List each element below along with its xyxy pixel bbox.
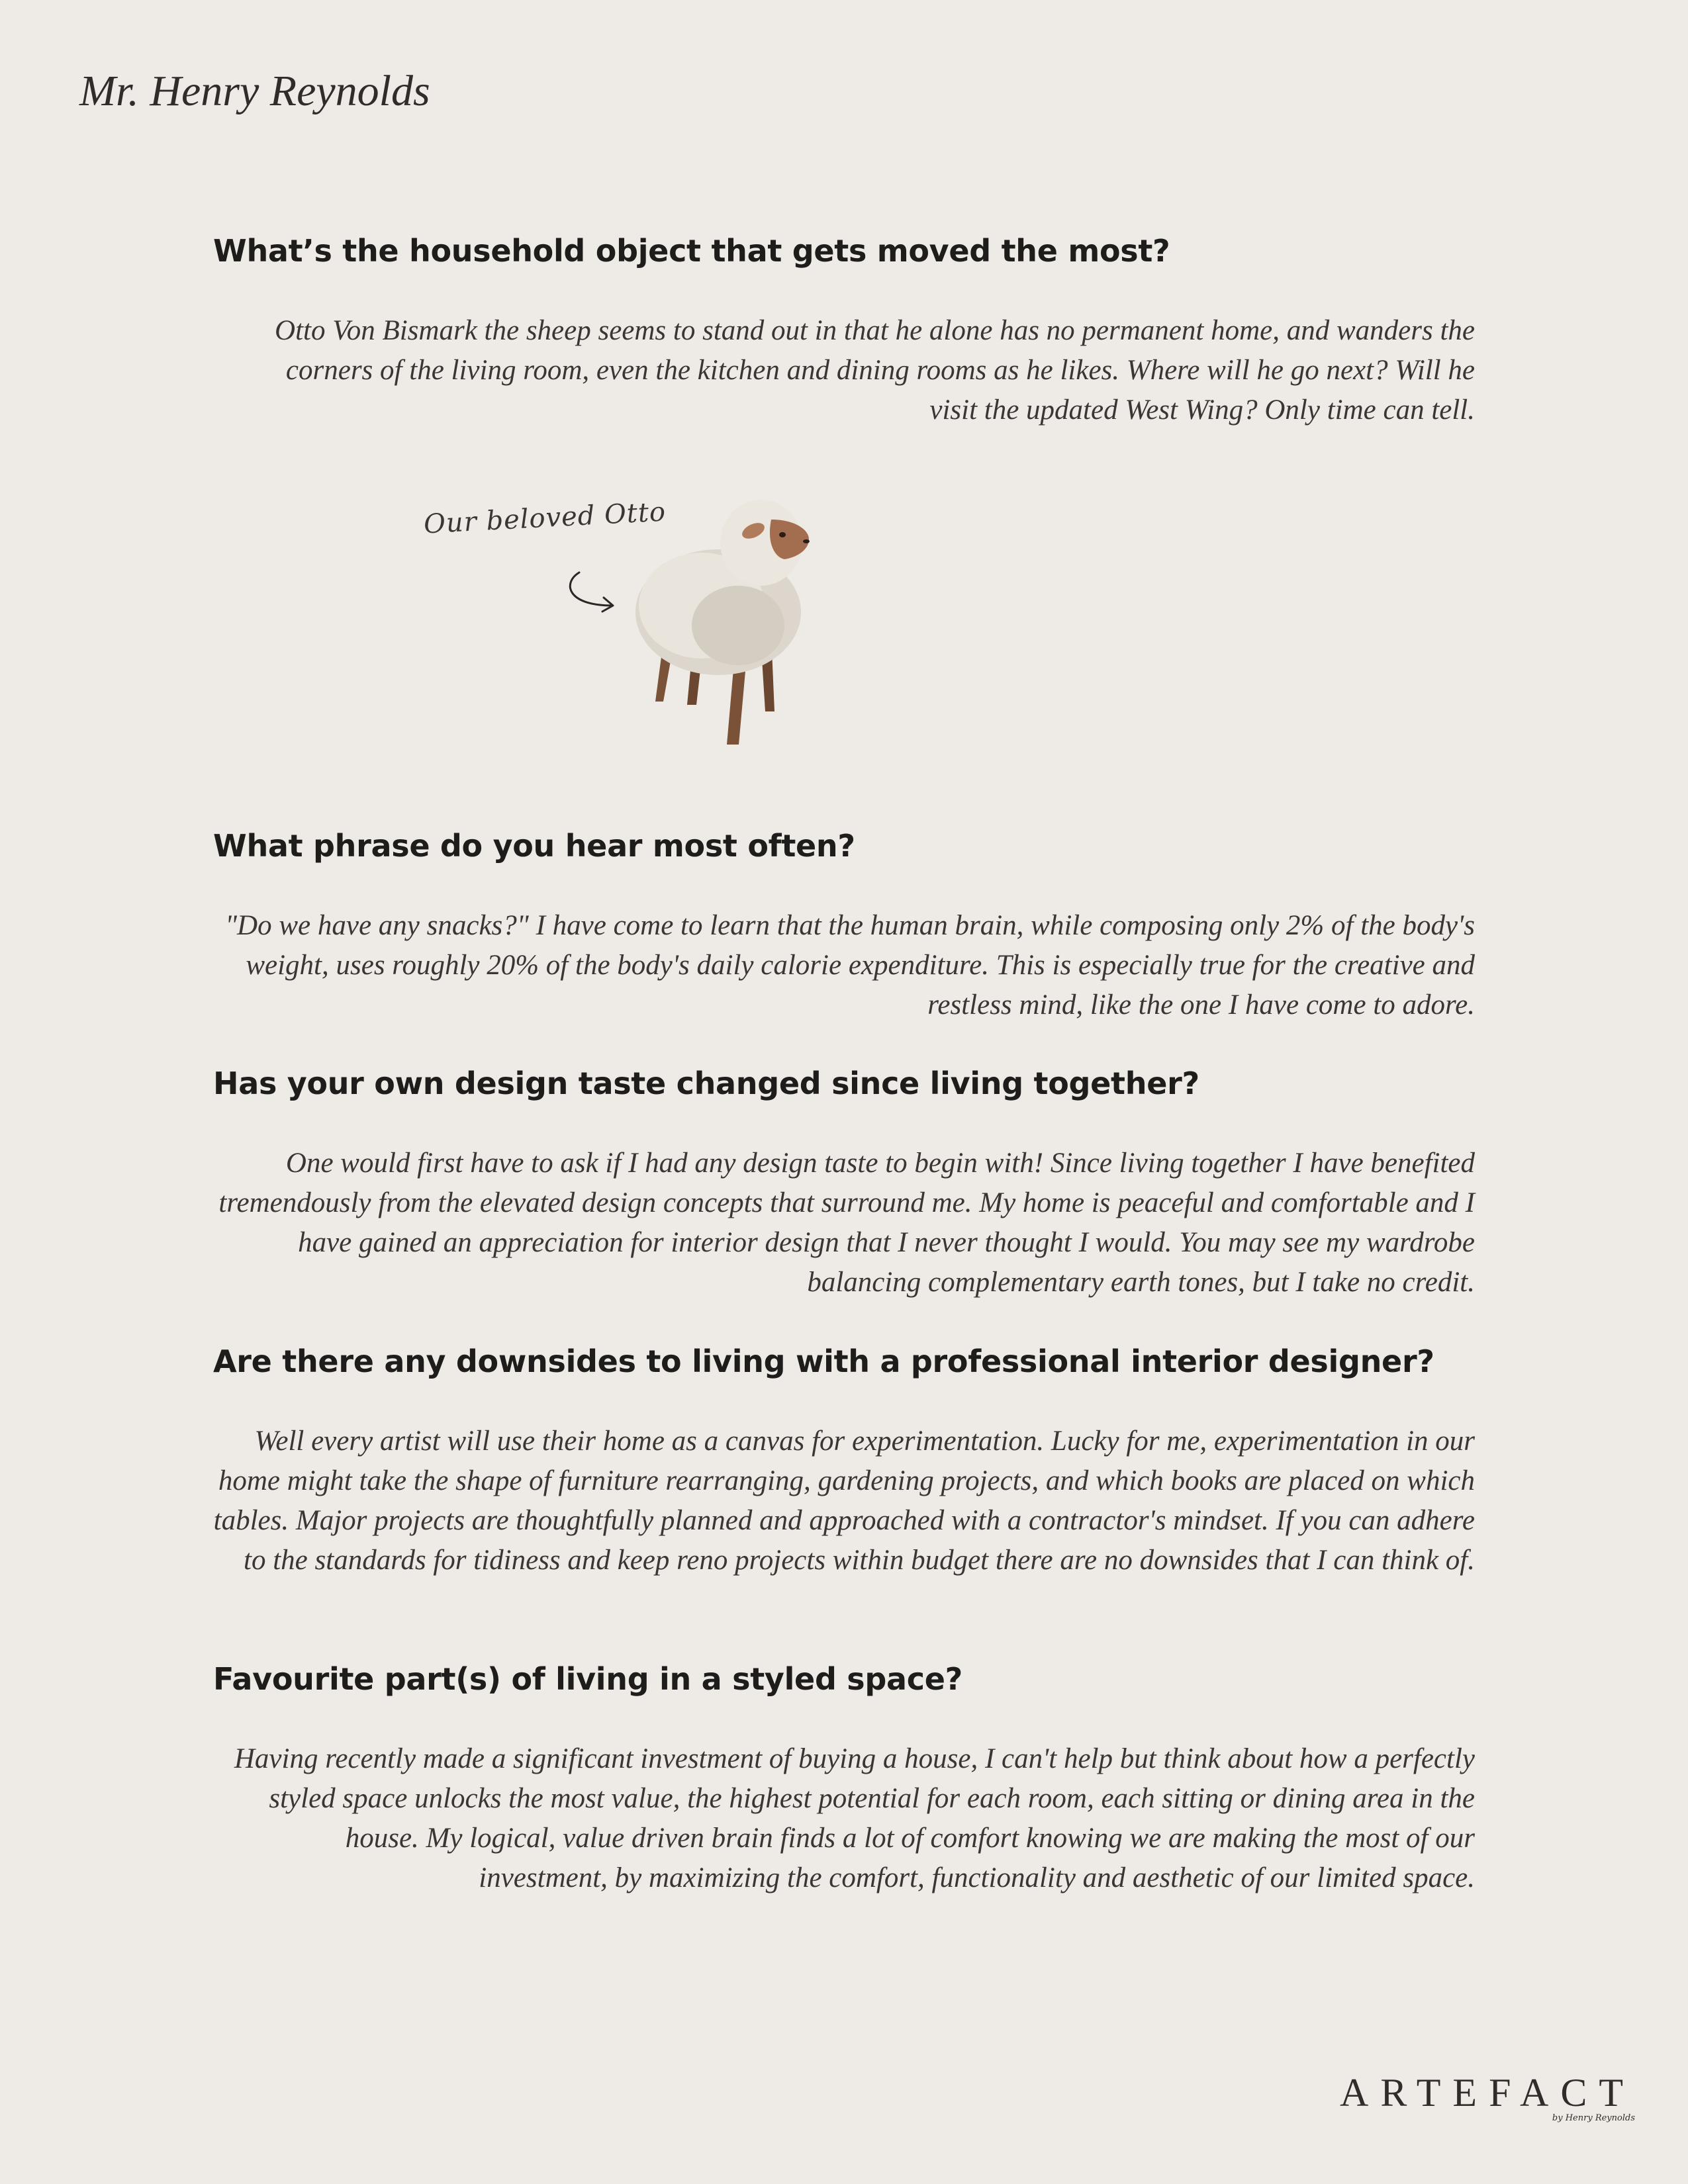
question-heading: Are there any downsides to living with a professional interior designer? xyxy=(213,1343,1434,1379)
answer-text: "Do we have any snacks?" I have come to learn that the human brain, while composing only 2% of the body's weight, uses roughly 20% of the body's daily calorie expenditure. This is especially true for the creative and restless mind, like the one I have come to adore. xyxy=(225,910,1475,1021)
answer-text: Well every artist will use their home as a canvas for experimentation. Lucky for me, experimentation in our home might take the shape of furniture rearranging, gardening projects, and which books are placed on which tables. Major projects are thoughtfully planned and approached with a contractor's mindset. If you can adhere to the standards for tidiness and keep reno projects within budget there are no downsides that I can think of. xyxy=(213,1426,1475,1576)
qa-section xyxy=(213,1343,1475,1576)
otto-photo-block xyxy=(424,483,834,748)
author-name: Mr. Henry Reynolds xyxy=(79,67,430,115)
qa-section xyxy=(213,1661,1475,1893)
sheep-photo xyxy=(635,483,834,748)
logo-wordmark: ARTEFACT xyxy=(1340,2071,1635,2115)
question-heading: Favourite part(s) of living in a styled space? xyxy=(213,1661,963,1697)
qa-section xyxy=(213,1066,1475,1298)
curved-arrow-icon xyxy=(563,569,622,615)
question-heading: What phrase do you hear most often? xyxy=(213,828,855,864)
qa-section xyxy=(213,828,1475,1021)
logo-byline: by Henry Reynolds xyxy=(1552,2113,1635,2123)
artefact-logo xyxy=(1337,2070,1635,2123)
question-heading: What’s the household object that gets moved the most? xyxy=(213,233,1170,269)
answer-text: Having recently made a significant investment of buying a house, I can't help but think about how a perfectly styled space unlocks the most value, the highest potential for each room, each sitting or dining area in the house. My logical, value driven brain finds a lot of comfort knowing we are making the most of our investment, by maximizing the comfort, functionality and aesthetic of our limited space. xyxy=(234,1743,1475,1893)
answer-text: Otto Von Bismark the sheep seems to stand out in that he alone has no permanent home, and wanders the corners of the living room, even the kitchen and dining rooms as he likes. Where will he go next? Will he visit the updated West Wing? Only time can tell. xyxy=(275,315,1475,426)
qa-section xyxy=(213,233,1475,426)
answer-text: One would first have to ask if I had any design taste to begin with! Since living together I have benefited tremendously from the elevated design concepts that surround me. My home is peaceful and comfortable and I have gained an appreciation for interior design that I never thought I would. You may see my wardrobe balancing complementary earth tones, but I take no credit. xyxy=(218,1148,1475,1298)
question-heading: Has your own design taste changed since living together? xyxy=(213,1066,1199,1101)
photo-caption: Our beloved Otto xyxy=(423,496,667,540)
